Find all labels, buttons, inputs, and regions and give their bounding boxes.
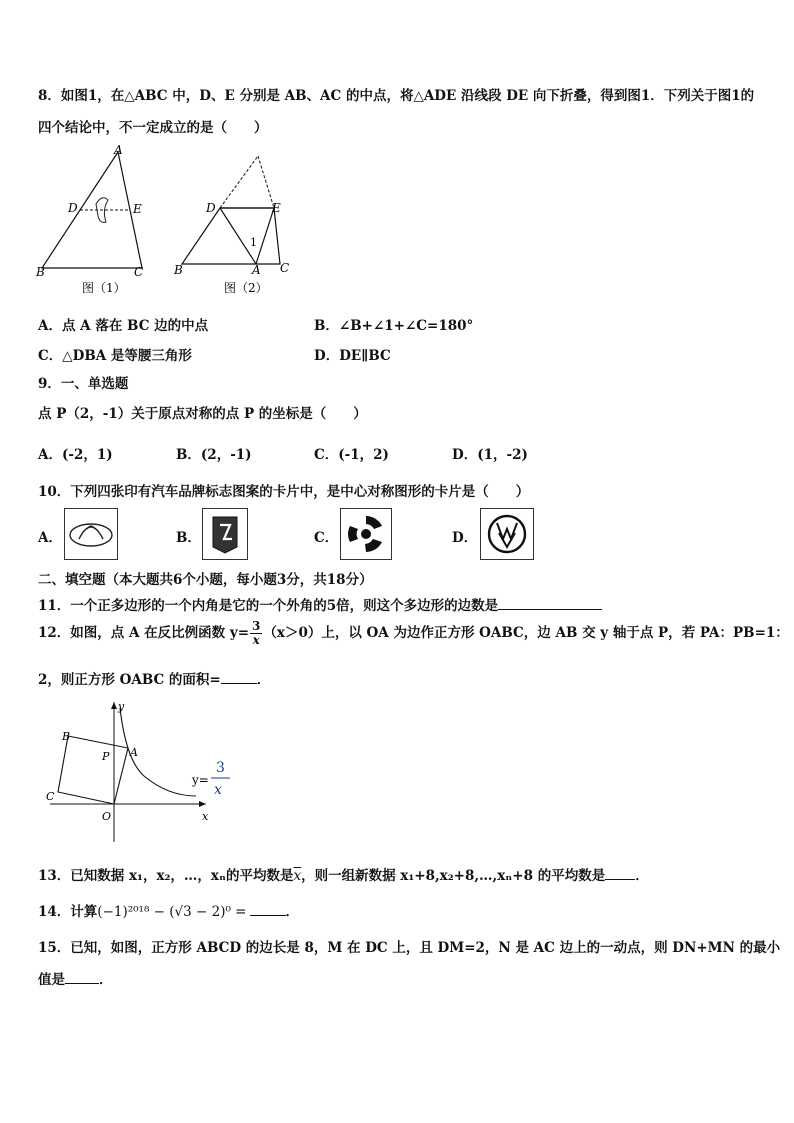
q10-label-b: B．	[176, 530, 201, 546]
q10-label-d: D．	[452, 530, 478, 546]
q12-text-2: （x＞0）上，以 OA 为边作正方形 OABC，边 AB 交 y 轴于点 P，若 PA：PB=1：	[263, 625, 789, 641]
q8-option-b: B．∠B+∠1+∠C=180°	[314, 318, 474, 334]
q12-text-1: 12．如图，点 A 在反比例函数 y=	[38, 625, 250, 641]
fig2-label-b: B	[174, 263, 183, 277]
fig2-label-a: A	[252, 263, 261, 277]
fig2-label-e: E	[272, 201, 281, 215]
q12-label-a: A	[130, 746, 138, 759]
q12-eq-prefix: y=	[192, 773, 209, 787]
q11-stem	[38, 594, 602, 614]
q12-eq-den: x	[214, 782, 222, 798]
fig1-label-e: E	[133, 202, 142, 216]
q12-label-b: B	[62, 730, 71, 743]
q14-text: 14．计算	[38, 904, 98, 920]
q13-mean-symbol: $\overline{x}$	[293, 868, 302, 884]
q14-end: ．	[285, 904, 299, 920]
q15-answer-blank[interactable]	[65, 971, 99, 984]
q12-label-y: y	[118, 700, 125, 713]
q12-label-c: C	[46, 790, 55, 803]
logo-a-icon	[65, 509, 117, 559]
q15-stem-line2	[38, 968, 113, 988]
q15-end: ．	[99, 972, 113, 988]
q10-card-a	[64, 508, 118, 560]
q9-option-d: D．(1，-2)	[452, 447, 528, 463]
q10-card-d	[480, 508, 534, 560]
q13-stem	[38, 864, 649, 884]
q13-answer-blank[interactable]	[605, 867, 635, 880]
q9-stem: 点 P（2，-1）关于原点对称的点 P 的坐标是（ ）	[38, 406, 367, 422]
q9-option-c: C．(-1，2)	[314, 447, 389, 463]
logo-c-icon	[341, 509, 391, 559]
q11-answer-blank[interactable]	[498, 597, 602, 610]
q12-fraction	[250, 620, 262, 647]
q9-heading: 9．一、单选题	[38, 376, 129, 392]
q8-option-c: C．△DBA 是等腰三角形	[38, 348, 192, 364]
q13-end: ．	[635, 868, 649, 884]
q11-text: 11．一个正多边形的一个内角是它的一个外角的5倍，则这个多边形的边数是	[38, 598, 499, 614]
fig1-label-d: D	[68, 201, 78, 215]
q8-stem-line1: 8．如图1，在△ABC 中，D、E 分别是 AB、AC 的中点，将△ADE 沿线段 DE 向下折叠，得到图1．下列关于图1的	[38, 88, 755, 104]
q15-stem-line1: 15．已知，如图，正方形 ABCD 的边长是 8，M 在 DC 上，且 DM=2，N 是 AC 边上的一动点，则 DN+MN 的最小	[38, 940, 781, 956]
q14-expression: (−1)²⁰¹⁸ − (√3 − 2)⁰ =	[97, 904, 247, 920]
q14-answer-blank[interactable]	[250, 903, 286, 916]
fig2-angle-1: 1	[250, 236, 257, 249]
q12-label-p: P	[102, 750, 110, 763]
q10-stem: 10．下列四张印有汽车品牌标志图案的卡片中，是中心对称图形的卡片是（ ）	[38, 484, 530, 500]
q8-option-a: A．点 A 落在 BC 边的中点	[38, 318, 209, 334]
q9-option-a: A．(-2，1)	[38, 447, 113, 463]
q14-stem	[38, 900, 299, 920]
q12-eq-num: 3	[216, 760, 225, 776]
q8-figure-1	[30, 142, 170, 302]
q13-text-3: ，则一组新数据 x₁+8,x₂+8,…,xₙ+8 的平均数是	[301, 868, 606, 884]
q8-option-d: D．DE∥BC	[314, 348, 391, 364]
q10-card-c	[340, 508, 392, 560]
q12-end: ．	[256, 672, 271, 688]
q12-frac-den: x	[252, 633, 260, 647]
q13-data-list: x₁，x₂，…，xₙ	[129, 868, 226, 884]
fig2-label-c: C	[280, 261, 290, 275]
q10-label-a: A．	[38, 530, 62, 546]
fig1-caption: 图（1）	[82, 281, 126, 295]
q8-stem-line2: 四个结论中，不一定成立的是（ ）	[38, 120, 268, 136]
q13-text-1: 13．已知数据	[38, 868, 129, 884]
fig1-label-c: C	[134, 265, 144, 279]
q9-option-b: B．(2，-1)	[176, 447, 252, 463]
q10-card-b	[202, 508, 248, 560]
q8-figure-2	[170, 142, 310, 302]
q10-label-c: C．	[314, 530, 339, 546]
q12-frac-num: 3	[252, 619, 261, 633]
section-2-heading: 二、填空题（本大题共6个小题，每小题3分，共18分）	[38, 572, 373, 588]
fig2-label-d: D	[206, 201, 216, 215]
q12-label-o: O	[102, 810, 112, 823]
logo-b-icon	[203, 509, 247, 559]
q12-label-x: x	[202, 810, 209, 823]
q12-stem-line2	[38, 668, 270, 688]
q12-stem-line1	[38, 620, 789, 647]
q12-text-3: 2，则正方形 OABC 的面积=	[38, 672, 221, 688]
fig1-label-a: A	[114, 143, 123, 157]
logo-d-icon	[481, 509, 533, 559]
q13-text-2: 的平均数是	[225, 868, 294, 884]
q12-figure	[40, 696, 240, 848]
q15-text: 值是	[38, 972, 65, 988]
fig2-caption: 图（2）	[224, 281, 268, 295]
q12-answer-blank[interactable]	[221, 671, 257, 684]
fig1-label-b: B	[36, 265, 45, 279]
